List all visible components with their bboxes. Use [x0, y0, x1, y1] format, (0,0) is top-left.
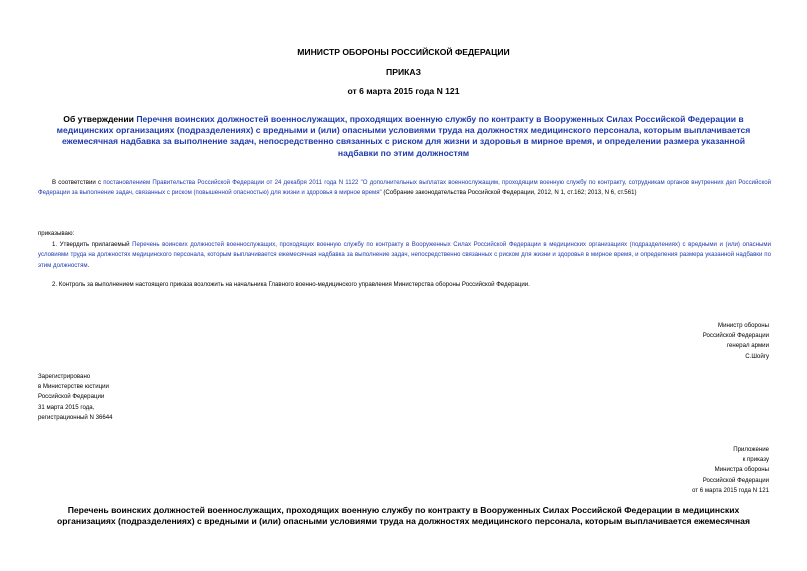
signature-line: Министр обороны [718, 322, 769, 329]
appendix-line: к приказу [742, 456, 769, 464]
registration-line: 31 марта 2015 года, [38, 403, 95, 411]
item-2-text: 2. Контроль за выполнением настоящего приказа возложить на начальника Главного военно-медицинского управления Министерства обороны Российской Федерации. [52, 281, 530, 288]
preamble-text-before: В соответствии с [52, 179, 104, 186]
title-link[interactable]: Перечня воинских должностей военнослужащих, проходящих военную службу по контракту в Вооруженных Силах Российской Федерации в медицинских организациях (подразделениях) с вредными и (или) опасными условиями труда на должностях медицинского персонала, которым выплачивается ежемесячная надбавка за выполнение задач, непосредственно связанных с риском для жизни и здоровья в мирное время, и определении размера указанной надбавки по этим должностям [56, 114, 751, 158]
order-title [44, 114, 763, 159]
government-decree-link[interactable]: постановлением Правительства Российской Федерации от 24 декабря 2011 года N 1122 "О дополнительных выплатах военнослужащим, проходящим военную службу по контракту, сотрудникам органов внутренних дел Российской Федерации за выполнение задач, связанных с риском (повышенной опасностью) для жизни и здоровья в мирное время" [38, 179, 771, 197]
preamble-paragraph [38, 178, 771, 199]
appendix-line: от 6 марта 2015 года N 121 [692, 486, 769, 494]
appendix-line: Приложение [733, 446, 769, 453]
order-word: приказываю: [38, 230, 75, 237]
item-1-paragraph [38, 240, 771, 271]
appendix-line: Российской Федерации [702, 476, 769, 484]
registration-line: Зарегистрировано [38, 373, 91, 380]
title-prefix: Об утверждении [63, 114, 137, 124]
registration-line: Российской Федерации [38, 393, 105, 401]
doc-type-heading: ПРИКАЗ [386, 67, 421, 77]
signature-line: С.Шойгу [745, 352, 769, 360]
list-title: Перечень воинских должностей военнослужащих, проходящих военную службу по контракту в Вооруженных Силах Российской Федерации в медицинских организациях (подразделениях) с вредными и (или) опасными условиями труда на должностях медицинского персонала, которым выплачивается ежемесячная [57, 505, 750, 527]
registration-block [38, 372, 113, 423]
date-number: от 6 марта 2015 года N 121 [347, 86, 460, 96]
item-1-after: . [87, 261, 90, 269]
item-1-before: 1. Утвердить прилагаемый [52, 241, 133, 248]
item-1-list-link[interactable]: Перечень воинских должностей военнослужащих, проходящих военную службу по контракту в Вооруженных Силах Российской Федерации в медицинских организациях (подразделениях) с вредными и (или) опасными условиями труда на должностях медицинского персонала, которым выплачивается ежемесячная надбавка за выполнение задач, непосредственно связанных с риском для жизни и здоровья в мирное время, и определения размера указанной надбавки по этим должностям [38, 241, 771, 269]
signature-line: генерал армии [726, 342, 769, 350]
signature-block [703, 321, 769, 362]
registration-line: в Министерстве юстиции [38, 383, 109, 391]
appendix-line: Министра обороны [714, 466, 769, 474]
preamble-text-after: (Собрание законодательства Российской Федерации, 2012, N 1, ст.162; 2013, N 6, ст.561) [381, 189, 637, 197]
item-2-paragraph [38, 280, 771, 290]
appendix-block [692, 445, 769, 496]
ministry-heading: МИНИСТР ОБОРОНЫ РОССИЙСКОЙ ФЕДЕРАЦИИ [297, 47, 510, 57]
signature-line: Российской Федерации [702, 332, 769, 340]
registration-line: регистрационный N 36644 [38, 413, 113, 421]
